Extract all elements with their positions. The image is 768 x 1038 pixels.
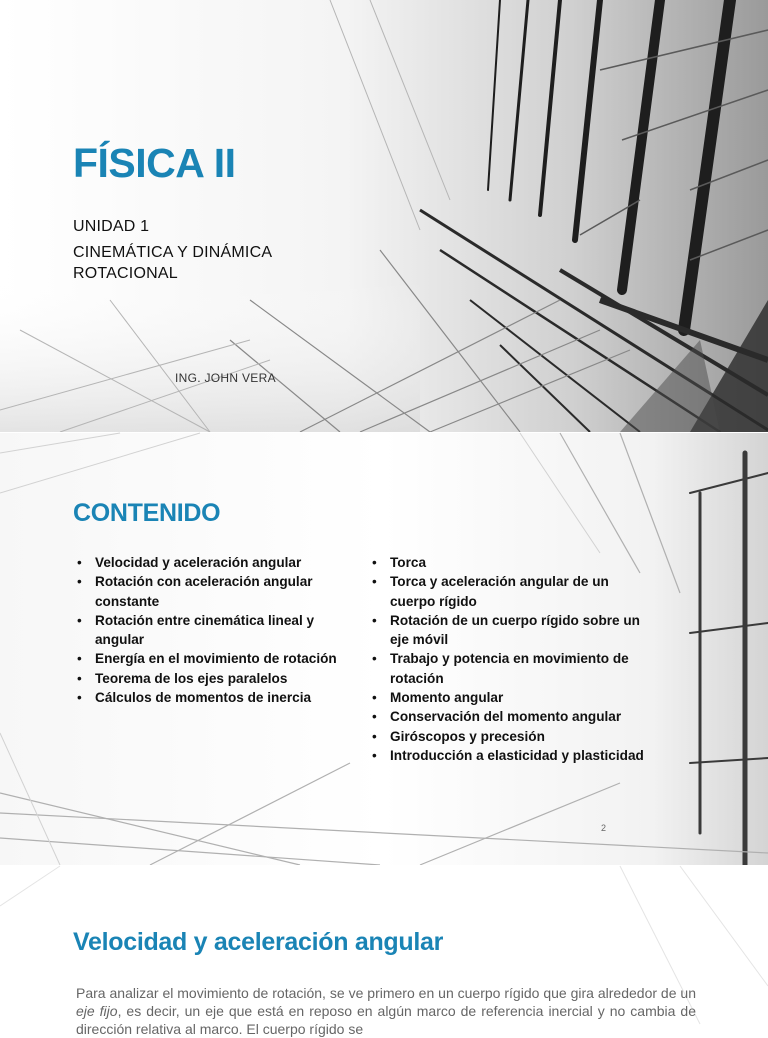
- contents-list-left: [75, 553, 365, 707]
- list-item: • Trabajo y potencia en movimiento de rotación: [370, 649, 655, 688]
- paragraph-text: Para analizar el movimiento de rotación, se ve primero en un cuerpo rígido que gira alrededor de un: [76, 985, 696, 1001]
- topic-line-2: ROTACIONAL: [73, 265, 178, 282]
- list-item: • Momento angular: [370, 688, 655, 707]
- page-number: 2: [601, 823, 607, 833]
- list-item: • Rotación de un cuerpo rígido sobre un eje móvil: [370, 611, 655, 650]
- angular-velocity-slide: [0, 866, 768, 1037]
- author-name: ING. JOHN VERA: [175, 371, 276, 385]
- list-item: • Torca: [370, 553, 655, 572]
- presentation-title: FÍSICA II: [73, 140, 236, 186]
- body-paragraph: [76, 984, 696, 1038]
- list-item: • Rotación con aceleración angular constante: [75, 572, 365, 611]
- list-item: • Giróscopos y precesión: [370, 727, 655, 746]
- architecture-background: [0, 0, 768, 432]
- list-item: • Teorema de los ejes paralelos: [75, 669, 365, 688]
- contents-slide: [0, 433, 768, 865]
- unit-label: UNIDAD 1: [73, 218, 150, 235]
- list-item: • Conservación del momento angular: [370, 707, 655, 726]
- topic-line-1: CINEMÁTICA Y DINÁMICA: [73, 244, 273, 261]
- list-item: • Cálculos de momentos de inercia: [75, 688, 365, 707]
- contents-heading: CONTENIDO: [73, 499, 221, 527]
- title-slide: [0, 0, 768, 432]
- list-item: • Energía en el movimiento de rotación: [75, 649, 365, 668]
- section-heading: Velocidad y aceleración angular: [73, 928, 444, 956]
- list-item: • Introducción a elasticidad y plasticidad: [370, 746, 655, 765]
- emphasis-text: eje fijo: [76, 1003, 118, 1019]
- contents-list-right: [370, 553, 655, 765]
- paragraph-text: , es decir, un eje que está en reposo en algún marco de referencia inercial y no cambia de dirección relativa al marco. El cuerpo rígido se: [76, 1003, 696, 1037]
- list-item: • Torca y aceleración angular de un cuerpo rígido: [370, 572, 655, 611]
- list-item: • Velocidad y aceleración angular: [75, 553, 365, 572]
- list-item: • Rotación entre cinemática lineal y angular: [75, 611, 365, 650]
